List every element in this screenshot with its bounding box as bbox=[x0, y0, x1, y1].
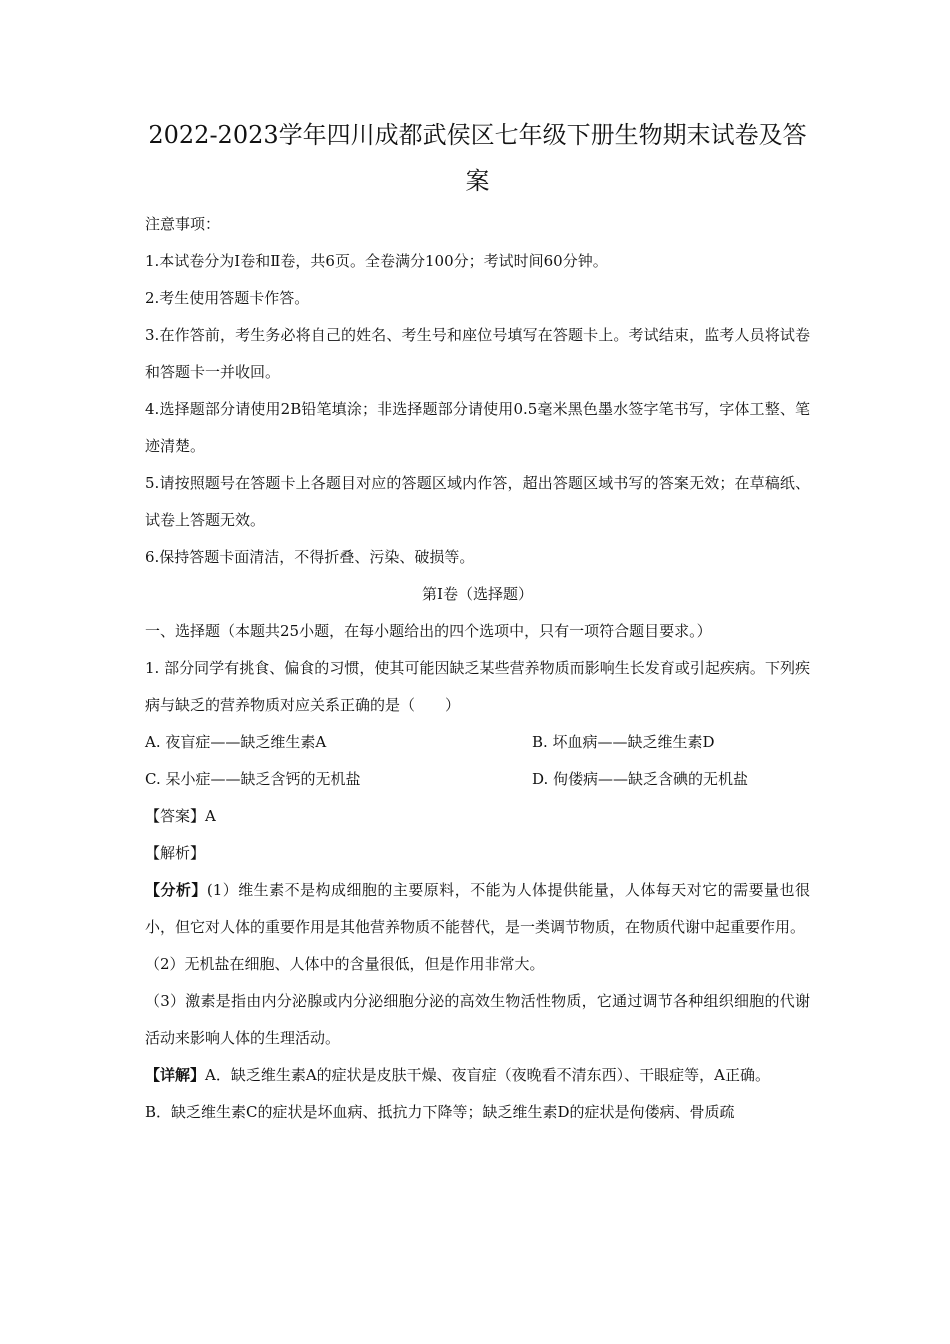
answer-label: 【答案】 bbox=[145, 807, 206, 825]
part-heading: 一、选择题（本题共25小题，在每小题给出的四个选项中，只有一项符合题目要求。） bbox=[145, 622, 712, 640]
analysis-point-3: （3）激素是指由内分泌腺或内分泌细胞分泌的高效生物活性物质，它通过调节各种组织细胞的代谢活动来影响人体的生理活动。 bbox=[145, 992, 810, 1047]
detail-a bbox=[145, 1057, 810, 1094]
option-b: B. 坏血病——缺乏维生素D bbox=[532, 733, 715, 751]
answer-value: A bbox=[205, 807, 216, 825]
option-a: A. 夜盲症——缺乏维生素A bbox=[145, 733, 327, 751]
notice-item-5: 5.请按照题号在答题卡上各题目对应的答题区域内作答，超出答题区域书写的答案无效；在草稿纸、试卷上答题无效。 bbox=[145, 474, 810, 529]
notice-item-4: 4.选择题部分请使用2B铅笔填涂；非选择题部分请使用0.5毫米黑色墨水签字笔书写，字体工整、笔迹清楚。 bbox=[145, 400, 810, 455]
document-content bbox=[145, 112, 810, 1131]
option-c: C. 呆小症——缺乏含钙的无机盐 bbox=[145, 770, 361, 788]
notice-item-2: 2.考生使用答题卡作答。 bbox=[145, 289, 310, 307]
document-title: 2022-2023学年四川成都武侯区七年级下册生物期末试卷及答案 bbox=[148, 121, 807, 195]
fenxi-label: 【分析】 bbox=[145, 881, 207, 899]
analysis-point-2: （2）无机盐在细胞、人体中的含量很低，但是作用非常大。 bbox=[145, 955, 545, 973]
fenxi-text: (1）维生素不是构成细胞的主要原料，不能为人体提供能量，人体每天对它的需要量也很小，但它对人体的重要作用是其他营养物质不能替代，是一类调节物质，在物质代谢中起重要作用。 bbox=[145, 881, 810, 936]
analysis-label: 【解析】 bbox=[145, 844, 206, 862]
option-d: D. 佝偻病——缺乏含碘的无机盐 bbox=[532, 770, 749, 788]
detail-label: 【详解】 bbox=[145, 1066, 206, 1084]
notice-item-3: 3.在作答前，考生务必将自己的姓名、考生号和座位号填写在答题卡上。考试结束，监考人员将试卷和答题卡一并收回。 bbox=[145, 326, 810, 381]
notice-item-6: 6.保持答题卡面清洁，不得折叠、污染、破损等。 bbox=[145, 548, 475, 566]
question-1-options bbox=[145, 724, 810, 798]
notice-heading: 注意事项： bbox=[145, 215, 221, 233]
question-1-stem: 1. 部分同学有挑食、偏食的习惯，使其可能因缺乏某些营养物质而影响生长发育或引起疾病。下列疾病与缺乏的营养物质对应关系正确的是（ ） bbox=[145, 659, 810, 714]
section-title: 第Ⅰ卷（选择题） bbox=[422, 585, 533, 603]
answer-line bbox=[145, 798, 810, 835]
notice-item-1: 1.本试卷分为Ⅰ卷和Ⅱ卷，共6页。全卷满分100分；考试时间60分钟。 bbox=[145, 252, 608, 270]
detail-a-text: A．缺乏维生素A的症状是皮肤干燥、夜盲症（夜晚看不清东西）、干眼症等，A正确。 bbox=[205, 1066, 771, 1084]
detail-b: B．缺乏维生素C的症状是坏血病、抵抗力下降等；缺乏维生素D的症状是佝偻病、骨质疏 bbox=[145, 1103, 735, 1121]
analysis-point-1 bbox=[145, 872, 810, 946]
